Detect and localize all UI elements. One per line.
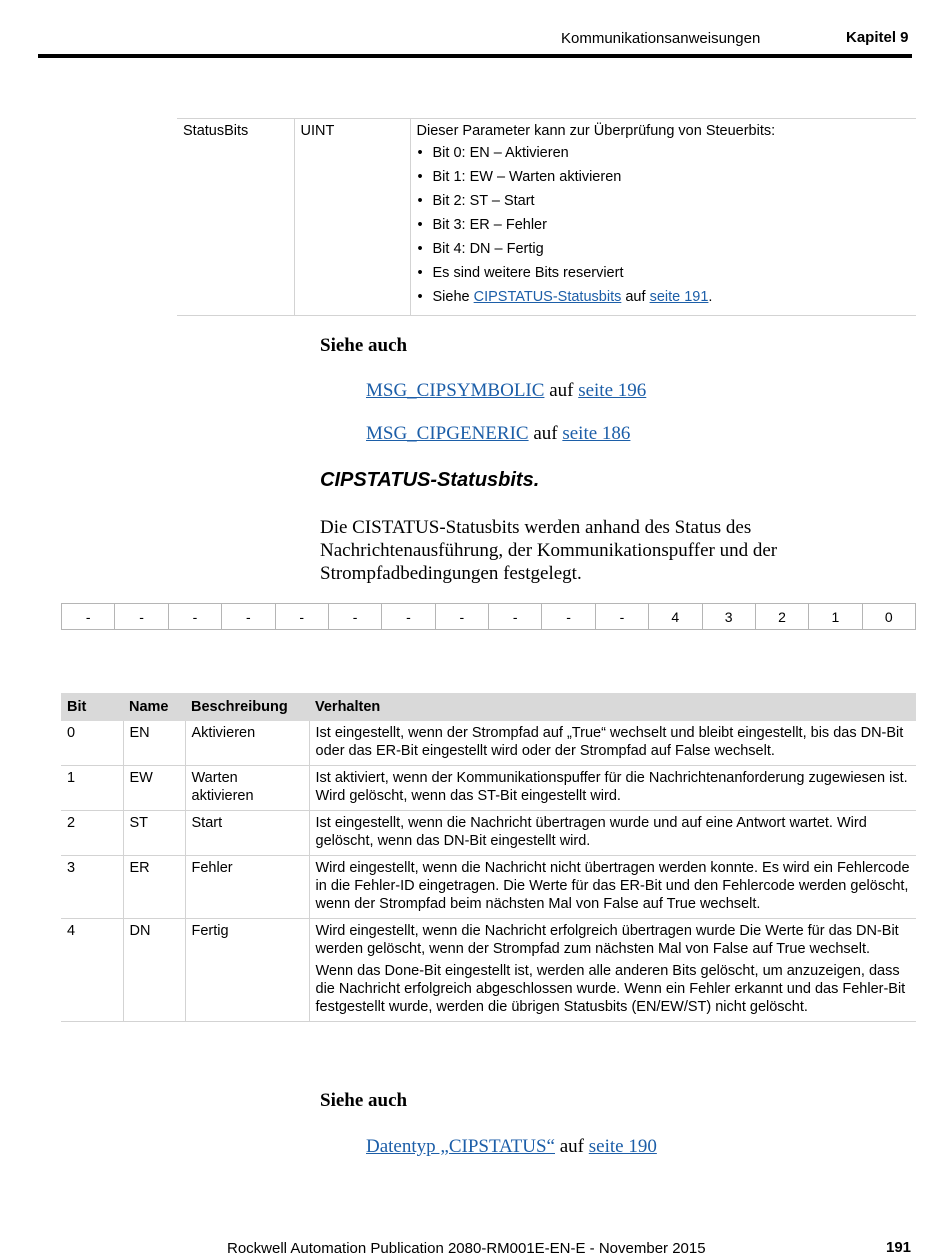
section-heading: CIPSTATUS-Statusbits. <box>320 469 540 491</box>
bit-cell: - <box>114 604 167 629</box>
bit-cell: - <box>168 604 221 629</box>
behavior-text: Ist eingestellt, wenn die Nachricht übertragen wurde und auf eine Antwort wartet. Wird gelöscht, wenn das DN-Bit eingestellt wird. <box>315 815 867 849</box>
bit-cell: 1 <box>808 604 861 629</box>
cell-bit: 4 <box>61 919 123 1022</box>
param-description-cell <box>410 119 916 316</box>
bit-cell: 2 <box>755 604 808 629</box>
param-type: UINT <box>294 119 410 316</box>
bit-cell: 0 <box>862 604 915 629</box>
bit-cell: - <box>381 604 434 629</box>
cell-bit: 1 <box>61 766 123 811</box>
cell-name: ST <box>123 811 185 856</box>
page-191-link[interactable]: seite 191 <box>649 289 709 305</box>
column-header-behavior: Verhalten <box>309 693 916 721</box>
see-also-mid: auf <box>528 423 563 444</box>
table-row <box>177 119 916 316</box>
cell-name: EN <box>123 721 185 766</box>
bit-cell: - <box>595 604 648 629</box>
column-header-description: Beschreibung <box>185 693 309 721</box>
behavior-text: Wird eingestellt, wenn die Nachricht erfolgreich übertragen wurde Die Werte für das DN-Bit werden gelöscht, wenn der Strompfad zum nächsten Mal von False auf True wechselt. <box>315 923 899 957</box>
bit-cell: - <box>85 608 91 625</box>
see-also-entry <box>366 423 630 445</box>
cell-bit: 2 <box>61 811 123 856</box>
bit-layout-strip <box>61 603 916 630</box>
cell-behavior <box>309 856 916 919</box>
msg-cipgeneric-link[interactable]: MSG_CIPGENERIC <box>366 423 529 444</box>
list-item: • Bit 3: ER – Fehler <box>417 216 911 235</box>
column-header-bit: Bit <box>61 693 123 721</box>
cell-description: Warten aktivieren <box>185 766 309 811</box>
parameter-table <box>177 118 916 316</box>
bit-cell: 4 <box>648 604 701 629</box>
cell-behavior <box>309 919 916 1022</box>
list-item: • Bit 2: ST – Start <box>417 192 911 211</box>
header-section-title: Kommunikationsanweisungen <box>561 30 761 47</box>
param-name: StatusBits <box>177 119 294 316</box>
see-prefix: Siehe <box>432 289 474 305</box>
footer-page-number: 191 <box>886 1239 912 1256</box>
section-intro-text: Die CISTATUS-Statusbits werden anhand des Status des Nachrichtenausführung, der Kommunikationspuffer und der Strompfadbedingungen festgelegt. <box>320 517 778 584</box>
bit-cell: - <box>435 604 488 629</box>
see-also-mid: auf <box>544 380 579 401</box>
bit-cell: 3 <box>702 604 755 629</box>
list-item: • Bit 4: DN – Fertig <box>417 240 911 259</box>
behavior-text: Ist eingestellt, wenn der Strompfad auf „True“ wechselt und bleibt eingestellt, bis das DN-Bit oder das ER-Bit eingestellt wird oder der Strompfad auf False wechselt. <box>315 725 904 759</box>
cell-behavior <box>309 721 916 766</box>
table-header-row <box>61 693 916 721</box>
see-also-mid: auf <box>555 1136 589 1157</box>
see-also-heading: Siehe auch <box>320 335 408 356</box>
cell-description: Fehler <box>185 856 309 919</box>
table-row <box>61 766 916 811</box>
bit-cell: - <box>541 604 594 629</box>
behavior-text: Ist aktiviert, wenn der Kommunikationspuffer für die Nachrichtenanforderung zugewiesen ist. Wird gelöscht, wenn das ST-Bit eingestellt wird. <box>315 770 908 804</box>
footer-publication: Rockwell Automation Publication 2080-RM001E-EN-E - November 2015 <box>227 1240 706 1257</box>
list-item: • Es sind weitere Bits reserviert <box>417 264 911 283</box>
bit-cell: - <box>488 604 541 629</box>
cell-description: Start <box>185 811 309 856</box>
behavior-text: Wenn das Done-Bit eingestellt ist, werden alle anderen Bits gelöscht, um anzuzeigen, dass die Nachricht erfolgreich abgeschlossen wurde. Wenn ein Fehler erkannt und das Fehler-Bit festgestellt wurde, werden die übrigen Statusbits (EN/EW/ST) nicht gelöscht. <box>315 963 906 1015</box>
table-row <box>61 721 916 766</box>
cipstatus-statusbits-link[interactable]: CIPSTATUS-Statusbits <box>473 289 622 305</box>
cell-name: EW <box>123 766 185 811</box>
table-row <box>61 919 916 1022</box>
bit-cell: - <box>221 604 274 629</box>
datentyp-cipstatus-link[interactable]: Datentyp „CIPSTATUS“ <box>366 1136 555 1157</box>
param-description: Dieser Parameter kann zur Überprüfung von Steuerbits: <box>416 123 776 139</box>
list-item-see <box>417 288 911 307</box>
cell-bit: 3 <box>61 856 123 919</box>
see-mid: auf <box>621 289 650 305</box>
bit-cell: - <box>275 604 328 629</box>
cell-behavior <box>309 811 916 856</box>
header-chapter: Kapitel 9 <box>846 29 909 46</box>
cell-description: Fertig <box>185 919 309 1022</box>
page-196-link[interactable]: seite 196 <box>578 380 647 401</box>
table-row <box>61 811 916 856</box>
cell-description: Aktivieren <box>185 721 309 766</box>
see-also-heading: Siehe auch <box>320 1090 408 1111</box>
page-190-link[interactable]: seite 190 <box>588 1136 657 1157</box>
column-header-name: Name <box>123 693 185 721</box>
status-bits-table <box>61 693 916 1022</box>
cell-name: DN <box>123 919 185 1022</box>
bit-cell: - <box>328 604 381 629</box>
page-186-link[interactable]: seite 186 <box>562 423 631 444</box>
see-end: . <box>708 289 713 305</box>
msg-cipsymbolic-link[interactable]: MSG_CIPSYMBOLIC <box>366 380 545 401</box>
see-also-entry <box>366 1136 657 1158</box>
behavior-text: Wird eingestellt, wenn die Nachricht nicht übertragen werden konnte. Es wird ein Fehlercode in die Fehler-ID eingetragen. Die Werte für das ER-Bit und den Fehlercode werden gelöscht, wenn der Strompfad beim nächsten Mal von False auf True wechselt. <box>315 860 910 912</box>
cell-name: ER <box>123 856 185 919</box>
cell-behavior <box>309 766 916 811</box>
list-item: • Bit 0: EN – Aktivieren <box>417 144 911 163</box>
see-also-entry <box>366 380 646 402</box>
bit-bullet-list <box>417 144 911 307</box>
list-item: • Bit 1: EW – Warten aktivieren <box>417 168 911 187</box>
header-rule <box>38 54 912 58</box>
table-row <box>61 856 916 919</box>
cell-bit: 0 <box>61 721 123 766</box>
